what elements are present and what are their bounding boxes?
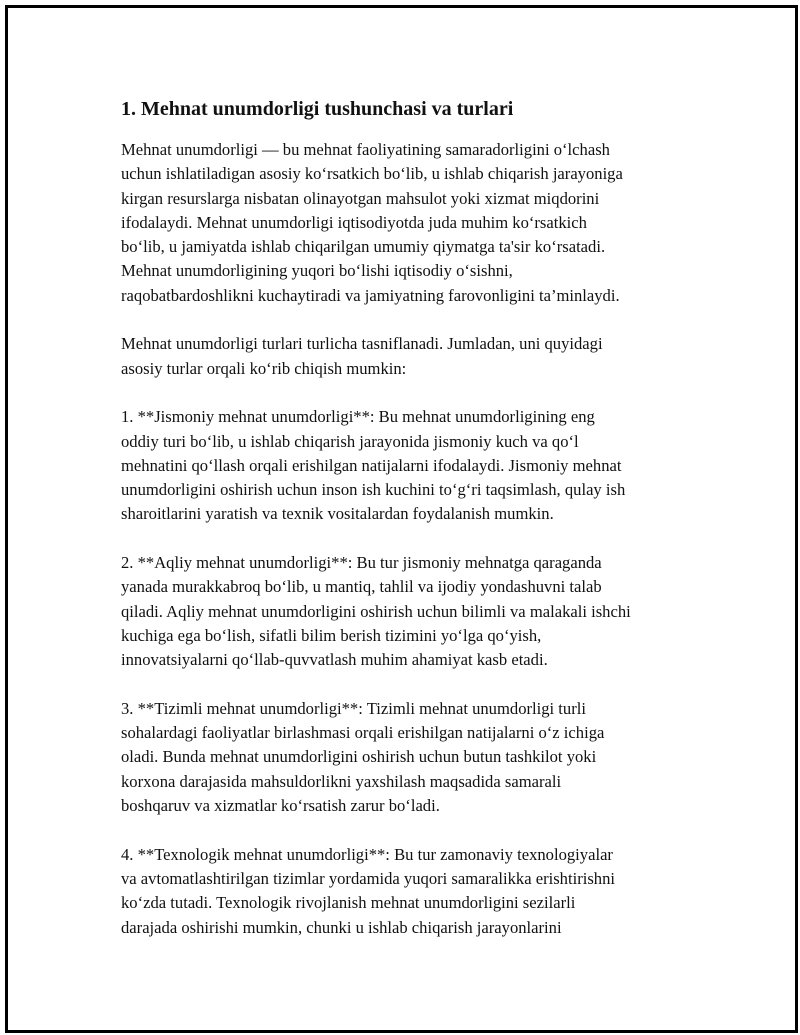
text-line: ko‘zda tutadi. Texnologik rivojlanish mehnat unumdorligini sezilarli (121, 893, 576, 913)
section-heading: 1. Mehnat unumdorligi tushunchasi va turlari (121, 98, 514, 120)
text-line: unumdorligini oshirish uchun inson ish kuchini to‘g‘ri taqsimlash, qulay ish (121, 480, 626, 500)
text-line: kirgan resurslarga nisbatan olinayotgan mahsulot yoki xizmat miqdorini (121, 188, 600, 208)
text-line: mehnatini qo‘llash orqali erishilgan natijalarni ifodalaydi. Jismoniy mehnat (121, 455, 622, 475)
text-line: 3. **Tizimli mehnat unumdorligi**: Tizimli mehnat unumdorligi turli (121, 698, 586, 718)
text-line: bo‘lib, u jamiyatda ishlab chiqarilgan umumiy qiymatga ta'sir ko‘rsatadi. (121, 237, 606, 257)
text-line: innovatsiyalarni qo‘llab-quvvatlash muhim ahamiyat kasb etadi. (121, 650, 548, 670)
text-line: Mehnat unumdorligining yuqori bo‘lishi iqtisodiy o‘sishni, (121, 261, 513, 281)
text-line: darajada oshirishi mumkin, chunki u ishlab chiqarish jarayonlarini (121, 917, 562, 937)
list-item-physical (121, 405, 701, 526)
text-line: va avtomatlashtirilgan tizimlar yordamida yuqori samaralikka erishtirishni (121, 868, 615, 888)
text-line: kuchiga ega bo‘lish, sifatli bilim berish tizimini yo‘lga qo‘yish, (121, 625, 542, 645)
text-line: Mehnat unumdorligi turlari turlicha tasniflanadi. Jumladan, uni quyidagi (121, 334, 603, 354)
text-line: korxona darajasida mahsuldorlikni yaxshilash maqsadida samarali (121, 771, 562, 791)
text-line: sohalardagi faoliyatlar birlashmasi orqali erishilgan natijalarni o‘z ichiga (121, 723, 605, 743)
text-line: 1. **Jismoniy mehnat unumdorligi**: Bu mehnat unumdorligining eng (121, 407, 595, 427)
text-line: uchun ishlatiladigan asosiy ko‘rsatkich bo‘lib, u ishlab chiqarish jarayoniga (121, 164, 623, 184)
text-line: asosiy turlar orqali ko‘rib chiqish mumkin: (121, 358, 407, 378)
text-line: Mehnat unumdorligi — bu mehnat faoliyatining samaradorligini o‘lchash (121, 140, 610, 159)
text-line: 4. **Texnologik mehnat unumdorligi**: Bu tur zamonaviy texnologiyalar (121, 844, 613, 864)
text-line: qiladi. Aqliy mehnat unumdorligini oshirish uchun bilimli va malakali ishchi (121, 601, 631, 621)
text-line: raqobatbardoshlikni kuchaytiradi va jamiyatning farovonligini ta’minlaydi. (121, 285, 620, 305)
text-line: 2. **Aqliy mehnat unumdorligi**: Bu tur jismoniy mehnatga qaraganda (121, 553, 602, 573)
page-frame (5, 5, 798, 1033)
text-line: oladi. Bunda mehnat unumdorligini oshirish uchun butun tashkilot yoki (121, 747, 597, 767)
paragraph-definition (121, 138, 701, 308)
list-item-systemic (121, 697, 701, 818)
text-line: yanada murakkabroq bo‘lib, u mantiq, tahlil va ijodiy yondashuvni talab (121, 577, 602, 597)
text-line: sharoitlarini yaratish va texnik vositalardan foydalanish mumkin. (121, 504, 554, 524)
list-item-technological (121, 843, 701, 940)
text-line: boshqaruv va xizmatlar ko‘rsatish zarur bo‘ladi. (121, 796, 440, 816)
list-item-mental (121, 551, 701, 672)
text-line: ifodalaydi. Mehnat unumdorligi iqtisodiyotda juda muhim ko‘rsatkich (121, 212, 587, 232)
text-line: oddiy turi bo‘lib, u ishlab chiqarish jarayonida jismoniy kuch va qo‘l (121, 431, 579, 451)
paragraph-intro (121, 332, 701, 381)
document-body (121, 96, 701, 964)
